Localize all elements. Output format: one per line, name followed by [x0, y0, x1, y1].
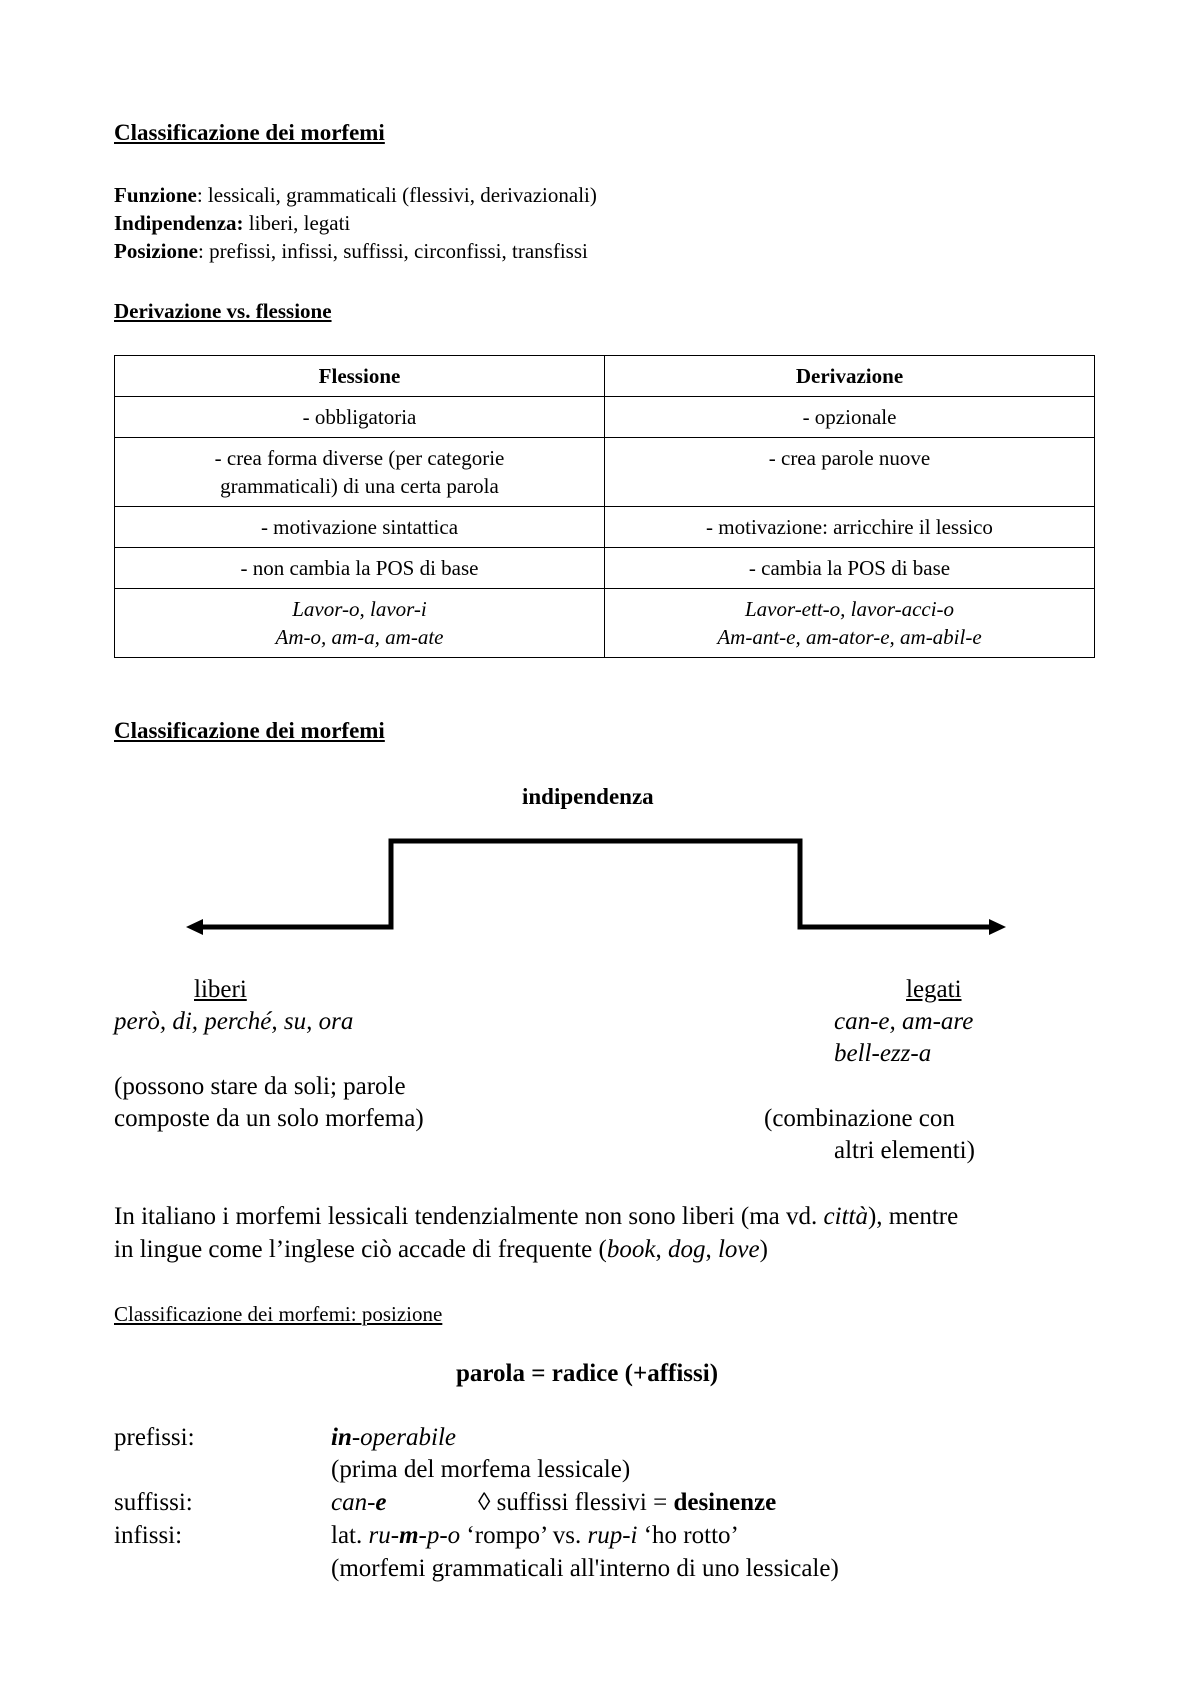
- paragraph-line-1: [114, 1203, 958, 1231]
- posizione-label: Posizione: [114, 239, 198, 263]
- legati-note-2: altri elementi): [834, 1137, 975, 1164]
- paragraph-text-italic: città: [823, 1203, 868, 1230]
- suffissi-note: [478, 1489, 776, 1517]
- infissi-example: [331, 1522, 739, 1550]
- comma: ,: [705, 1236, 718, 1263]
- table-cell: - cambia la POS di base: [605, 548, 1095, 589]
- paragraph-text: in lingue come l’inglese ciò accade di frequente (: [114, 1236, 607, 1263]
- paragraph-text: ), mentre: [867, 1203, 959, 1230]
- paragraph-line-2: [114, 1236, 768, 1264]
- infissi-lat: lat.: [331, 1522, 369, 1549]
- formula: parola = radice (+affissi): [456, 1360, 719, 1387]
- infissi-ex-c: -p-o: [418, 1522, 461, 1549]
- legati-label: legati: [906, 976, 962, 1003]
- infissi-note: (morfemi grammaticali all'interno di uno lessicale): [331, 1555, 839, 1582]
- example-book: book: [606, 1236, 656, 1263]
- infissi-gloss-1: ‘rompo’ vs.: [460, 1522, 588, 1549]
- infissi-ex-a: ru-: [368, 1522, 400, 1549]
- desinenze-term: desinenze: [673, 1489, 777, 1516]
- infissi-gloss-2: ‘ho rotto’: [637, 1522, 739, 1549]
- infissi-label: infissi:: [114, 1522, 183, 1549]
- right-arrow-icon: [989, 919, 1006, 935]
- table-cell-line: Lavor-o, lavor-i: [292, 597, 427, 621]
- section-title-derivazione: Derivazione vs. flessione: [114, 299, 332, 323]
- diagram-step-line: [200, 841, 992, 927]
- table-cell-line: Am-ant-e, am-ator-e, am-abil-e: [717, 625, 982, 649]
- legati-examples-1: can-e, am-are: [834, 1008, 974, 1035]
- suffissi-label: suffissi:: [114, 1489, 193, 1516]
- funzione-label: Funzione: [114, 183, 197, 207]
- prefissi-example-rest: -operabile: [351, 1424, 456, 1451]
- example-dog: dog: [667, 1236, 706, 1263]
- table-header-derivazione: Derivazione: [605, 356, 1095, 397]
- paragraph-text: In italiano i morfemi lessicali tendenzialmente non sono liberi (ma vd.: [114, 1203, 824, 1230]
- diagram-label-indipendenza: indipendenza: [522, 784, 654, 809]
- legati-note-1: (combinazione con: [764, 1105, 955, 1132]
- infissi-ex-b: m: [399, 1522, 419, 1549]
- table-cell: - obbligatoria: [115, 397, 605, 438]
- suffissi-note-text: suffissi flessivi =: [490, 1489, 674, 1516]
- indipendenza-label: Indipendenza:: [114, 211, 244, 235]
- funzione-text: : lessicali, grammaticali (flessivi, derivazionali): [196, 183, 597, 207]
- suffissi-example-b: e: [375, 1489, 387, 1516]
- suffissi-example: [331, 1489, 387, 1517]
- table-cell-line: Lavor-ett-o, lavor-acci-o: [744, 597, 955, 621]
- suffissi-example-a: can-: [331, 1489, 376, 1516]
- example-love: love: [717, 1236, 760, 1263]
- prefissi-label: prefissi:: [114, 1424, 195, 1451]
- table-header-flessione: Flessione: [115, 356, 605, 397]
- prefissi-note: (prima del morfema lessicale): [331, 1456, 631, 1483]
- section-title-classificazione: Classificazione dei morfemi: [114, 120, 385, 145]
- infissi-ex-2: rup-i: [587, 1522, 638, 1549]
- table-cell: - motivazione sintattica: [115, 507, 605, 548]
- paragraph-text: ): [759, 1236, 768, 1263]
- table-cell-line: - crea forma diverse (per categorie: [214, 446, 505, 470]
- comma: ,: [655, 1236, 668, 1263]
- posizione-text: : prefissi, infissi, suffissi, circonfissi, transfissi: [198, 239, 588, 263]
- prefissi-example-bold: in: [331, 1424, 352, 1451]
- table-cell: - crea parole nuove: [605, 438, 1095, 507]
- section-title-classificazione-2: Classificazione dei morfemi: [114, 718, 385, 743]
- prefissi-example: [331, 1424, 456, 1452]
- arrow-icon: ◊: [478, 1489, 491, 1516]
- left-arrow-icon: [186, 919, 203, 935]
- table-cell-line: grammaticali) di una certa parola: [220, 474, 499, 498]
- table-cell-line: Am-o, am-a, am-ate: [275, 625, 444, 649]
- table-cell: - non cambia la POS di base: [115, 548, 605, 589]
- liberi-examples: però, di, perché, su, ora: [114, 1008, 354, 1035]
- indipendenza-text: liberi, legati: [243, 211, 351, 235]
- table-cell: - opzionale: [605, 397, 1095, 438]
- liberi-note-1: (possono stare da soli; parole: [114, 1073, 406, 1100]
- liberi-note-2: composte da un solo morfema): [114, 1105, 424, 1132]
- liberi-label: liberi: [194, 976, 247, 1003]
- table-cell: - motivazione: arricchire il lessico: [605, 507, 1095, 548]
- section-title-posizione: Classificazione dei morfemi: posizione: [114, 1302, 443, 1326]
- legati-examples-2: bell-ezz-a: [834, 1040, 932, 1067]
